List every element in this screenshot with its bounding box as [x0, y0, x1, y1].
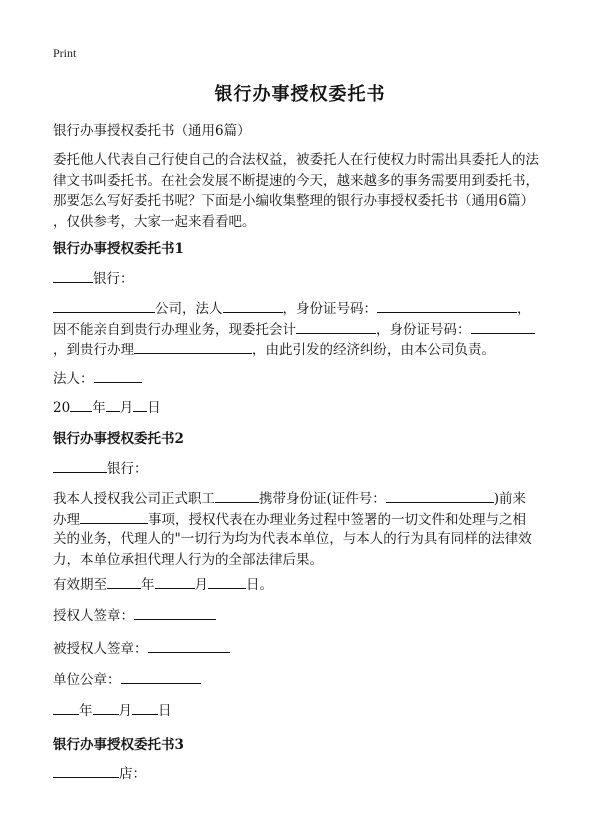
legal-person-line: [53, 368, 553, 390]
body-line: [53, 298, 553, 320]
date-month-label: 月: [194, 577, 208, 593]
body-text: ，身份证号码：: [376, 321, 471, 338]
body-line: 关的业务，代理人的"一切行为均为代表本单位，与本人的行为具有同样的法律效: [53, 531, 532, 547]
unit-seal-line: [53, 669, 553, 691]
grantee-sign-label: 被授权人签章：: [53, 641, 148, 657]
blank-field: [132, 700, 158, 715]
grantor-sign-line: [53, 605, 553, 627]
body-line: [53, 509, 553, 531]
unit-seal-label: 单位公章：: [53, 672, 121, 688]
body-line: 力，本单位承担代理人行为的全部法律后果。: [53, 551, 323, 568]
body-text: 我本人授权我公司正式职工: [53, 491, 215, 507]
validity-line: [53, 574, 553, 596]
intro-line: 律文书叫委托书。在社会发展不断提速的今天，越来越多的事务需要用到委托书，: [53, 172, 539, 189]
body-text: 事项，授权代表在办理业务过程中签署的一切文件和处理与之相: [148, 511, 526, 528]
bank-label: 银行：: [93, 271, 134, 287]
blank-field: [53, 458, 107, 473]
intro-line: 那要怎么写好委托书呢？下面是小编收集整理的银行办事授权委托书（通用6篇）: [53, 193, 535, 209]
blank-field: [53, 268, 93, 283]
blank-field: [134, 339, 252, 354]
section1-date-line: [53, 397, 553, 419]
blank-field: [386, 488, 494, 503]
blank-field: [80, 509, 148, 524]
section-heading: 银行办事授权委托书3: [53, 737, 184, 753]
body-text: 办理: [53, 511, 80, 528]
date-month-label: 月: [119, 400, 134, 416]
store-label: 店：: [119, 766, 146, 782]
legal-person-label: 法人：: [53, 371, 94, 387]
blank-field: [471, 319, 535, 334]
body-line: [53, 319, 553, 341]
blank-field: [133, 397, 147, 412]
blank-field: [215, 488, 259, 503]
section1-bank-line: [53, 268, 553, 290]
date-year-label: 年: [92, 400, 106, 416]
blank-field: [94, 368, 142, 383]
date-prefix: 20: [53, 400, 71, 416]
body-text: ，到贵行办理: [53, 342, 134, 358]
blank-field: [53, 763, 119, 778]
date-day-label: 日。: [246, 577, 273, 593]
intro-line: ，仅供参考，大家一起来看看吧。: [53, 213, 256, 230]
body-text: ，由此引发的经济纠纷，由本公司负责。: [252, 342, 495, 358]
blank-field: [106, 397, 120, 412]
body-text: 因不能亲自到贵行办理业务，现委托会计: [53, 321, 296, 338]
grantor-sign-label: 授权人签章：: [53, 608, 134, 624]
document-subtitle: 银行办事授权委托书（通用6篇）: [53, 123, 251, 139]
blank-field: [121, 669, 201, 684]
section3-store-line: [53, 763, 553, 785]
blank-field: [377, 298, 517, 313]
date-month-label: 月: [118, 703, 132, 719]
page-title: 银行办事授权委托书: [214, 84, 386, 105]
validity-label: 有效期至: [53, 577, 107, 593]
body-line: [53, 339, 553, 361]
body-text: ，: [517, 301, 531, 317]
blank-field: [70, 397, 92, 412]
date-day-label: 日: [158, 703, 172, 719]
body-text: ，身份证号码：: [282, 301, 377, 317]
blank-field: [53, 700, 79, 715]
blank-field: [296, 319, 376, 334]
section2-bank-line: [53, 458, 553, 480]
section2-date-line: [53, 700, 553, 722]
blank-field: [155, 574, 195, 589]
date-year-label: 年: [79, 703, 93, 719]
body-text: )前来: [493, 491, 527, 507]
blank-field: [93, 700, 119, 715]
body-text: 公司，法人: [155, 301, 223, 317]
print-link[interactable]: Print: [53, 46, 77, 60]
blank-field: [223, 298, 283, 313]
bank-label: 银行：: [107, 461, 148, 477]
body-text: 携带身份证(证件号：: [259, 491, 386, 507]
section-heading: 银行办事授权委托书2: [53, 431, 184, 447]
date-year-label: 年: [141, 577, 155, 593]
body-line: [53, 488, 553, 510]
date-day-label: 日: [147, 400, 161, 416]
section-heading: 银行办事授权委托书1: [53, 241, 184, 257]
grantee-sign-line: [53, 638, 553, 660]
blank-field: [53, 298, 155, 313]
blank-field: [134, 605, 216, 620]
blank-field: [208, 574, 246, 589]
blank-field: [148, 638, 230, 653]
blank-field: [107, 574, 141, 589]
intro-line: 委托他人代表自己行使自己的合法权益，被委托人在行使权力时需出具委托人的法: [53, 152, 539, 168]
